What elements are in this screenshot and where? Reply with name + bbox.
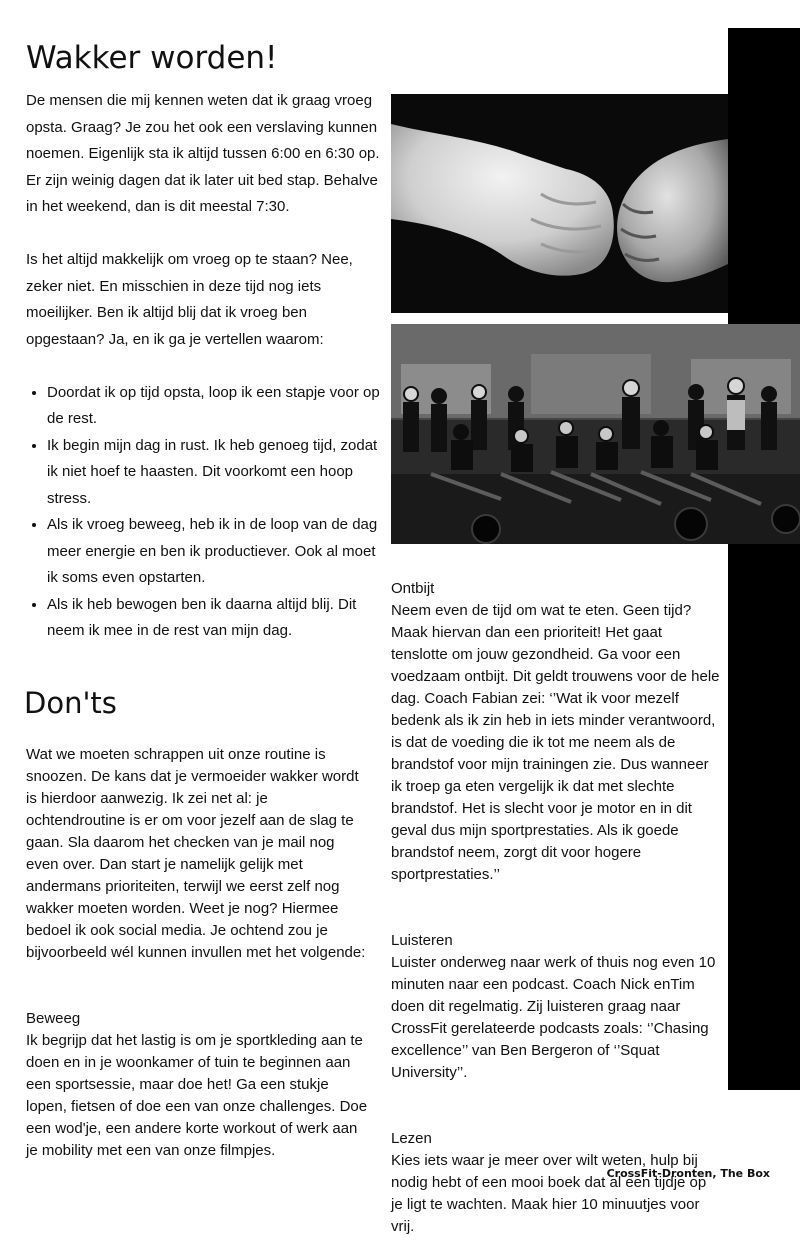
ontbijt-text: Neem even de tijd om wat te eten. Geen tijd? Maak hiervan dan een prioriteit! Het gaat tenslotte om jouw gezondheid. Ga voor een voedzaam ontbijt. Dit geldt trouwens voor de hele dag. Coach Fabian zei: ‘’Wat ik voor mezelf bedenk als ik zin heb in iets minder verantwoord, is dat de voeding die ik tot me neem als de brandstof voor mijn trainingen zie. Dus wanneer ik troep ga eten vergelijk ik dat met slechte brandstof. Het is slecht voor je motor en in dit geval dus mijn sportprestaties. Als ik goede brandstof neem, zorgt dit voor hogere sportprestaties.’’: [391, 602, 720, 883]
tips-section: [391, 556, 721, 1260]
donts-heading: Don'ts: [24, 686, 117, 720]
list-item: • Doordat ik op tijd opsta, loop ik een stapje voor op de rest.: [47, 380, 382, 433]
donts-paragraph: Wat we moeten schrappen uit onze routine is snoozen. De kans dat je vermoeider wakker wordt is hierdoor aanwezig. Ik zei net al: je ochtendroutine is er om voor jezelf aan de slag te gaan. Sla daarom het checken van je mail nog even over. Dan start je namelijk gelijk met andermans prioriteiten, terwijl we eerst zelf nog wakker moeten worden. Weet je nog? Hiermee bedoel ik ook social media. Je ochtend zou je bijvoorbeeld wél kunnen invullen met het volgende:: [26, 746, 366, 961]
list-item: • Ik begin mijn dag in rust. Ik heb genoeg tijd, zodat ik niet hoef te haasten. Dit voorkomt een hoop stress.: [47, 433, 382, 513]
fist-bump-photo: [391, 94, 728, 313]
lezen-title: Lezen: [391, 1130, 432, 1147]
ontbijt-title: Ontbijt: [391, 580, 435, 597]
lezen-text: Kies iets waar je meer over wilt weten, hulp bij nodig hebt of een mooi boek dat al een tijdje op je ligt te wachten. Maak hier 10 minuutjes voor vrij.: [391, 1152, 707, 1235]
page-title: Wakker worden!: [26, 40, 278, 76]
list-item: • Als ik vroeg beweeg, heb ik in de loop van de dag meer energie en ben ik productiever. Ook al moet ik soms even opstarten.: [47, 512, 382, 592]
footer-brand: CrossFit-Dronten, The Box: [606, 1167, 770, 1180]
beweeg-text: Ik begrijp dat het lastig is om je sportkleding aan te doen en in je woonkamer of tuin te beginnen aan een sportsessie, maar doe het! Ga een stukje lopen, fietsen of doe een van onze challenges. Doe een wod'je, een andere korte workout of werk aan je mobility met een van onze filmpjes.: [26, 1032, 368, 1159]
reasons-list: [26, 380, 382, 645]
intro-paragraph-1: De mensen die mij kennen weten dat ik graag vroeg opsta. Graag? Je zou het ook een verslaving kunnen noemen. Eigenlijk sta ik altijd tussen 6:00 en 6:30 op. Er zijn weinig dagen dat ik later uit bed stap. Behalve in het weekend, dan is dit meestal 7:30.: [26, 92, 380, 215]
intro-section: [26, 88, 382, 645]
beweeg-title: Beweeg: [26, 1010, 81, 1027]
decorative-black-band: [728, 28, 800, 1090]
list-item: • Als ik heb bewogen ben ik daarna altijd blij. Dit neem ik mee in de rest van mijn dag.: [47, 592, 382, 645]
intro-paragraph-2: Is het altijd makkelijk om vroeg op te staan? Nee, zeker niet. En misschien in deze tijd nog iets moeilijker. Ben ik altijd blij dat ik vroeg ben opgestaan? Ja, en ik ga je vertellen waarom:: [26, 251, 353, 348]
luisteren-text: Luister onderweg naar werk of thuis nog even 10 minuten naar een podcast. Coach Nick enTim doen dit regelmatig. Zij luisteren graag naar CrossFit gerelateerde podcasts zoals: ‘’Chasing excellence’’ van Ben Bergeron of ‘’Squat University’’.: [391, 954, 716, 1081]
luisteren-title: Luisteren: [391, 932, 453, 949]
donts-section: [26, 722, 370, 1184]
gym-group-photo: [391, 324, 800, 544]
